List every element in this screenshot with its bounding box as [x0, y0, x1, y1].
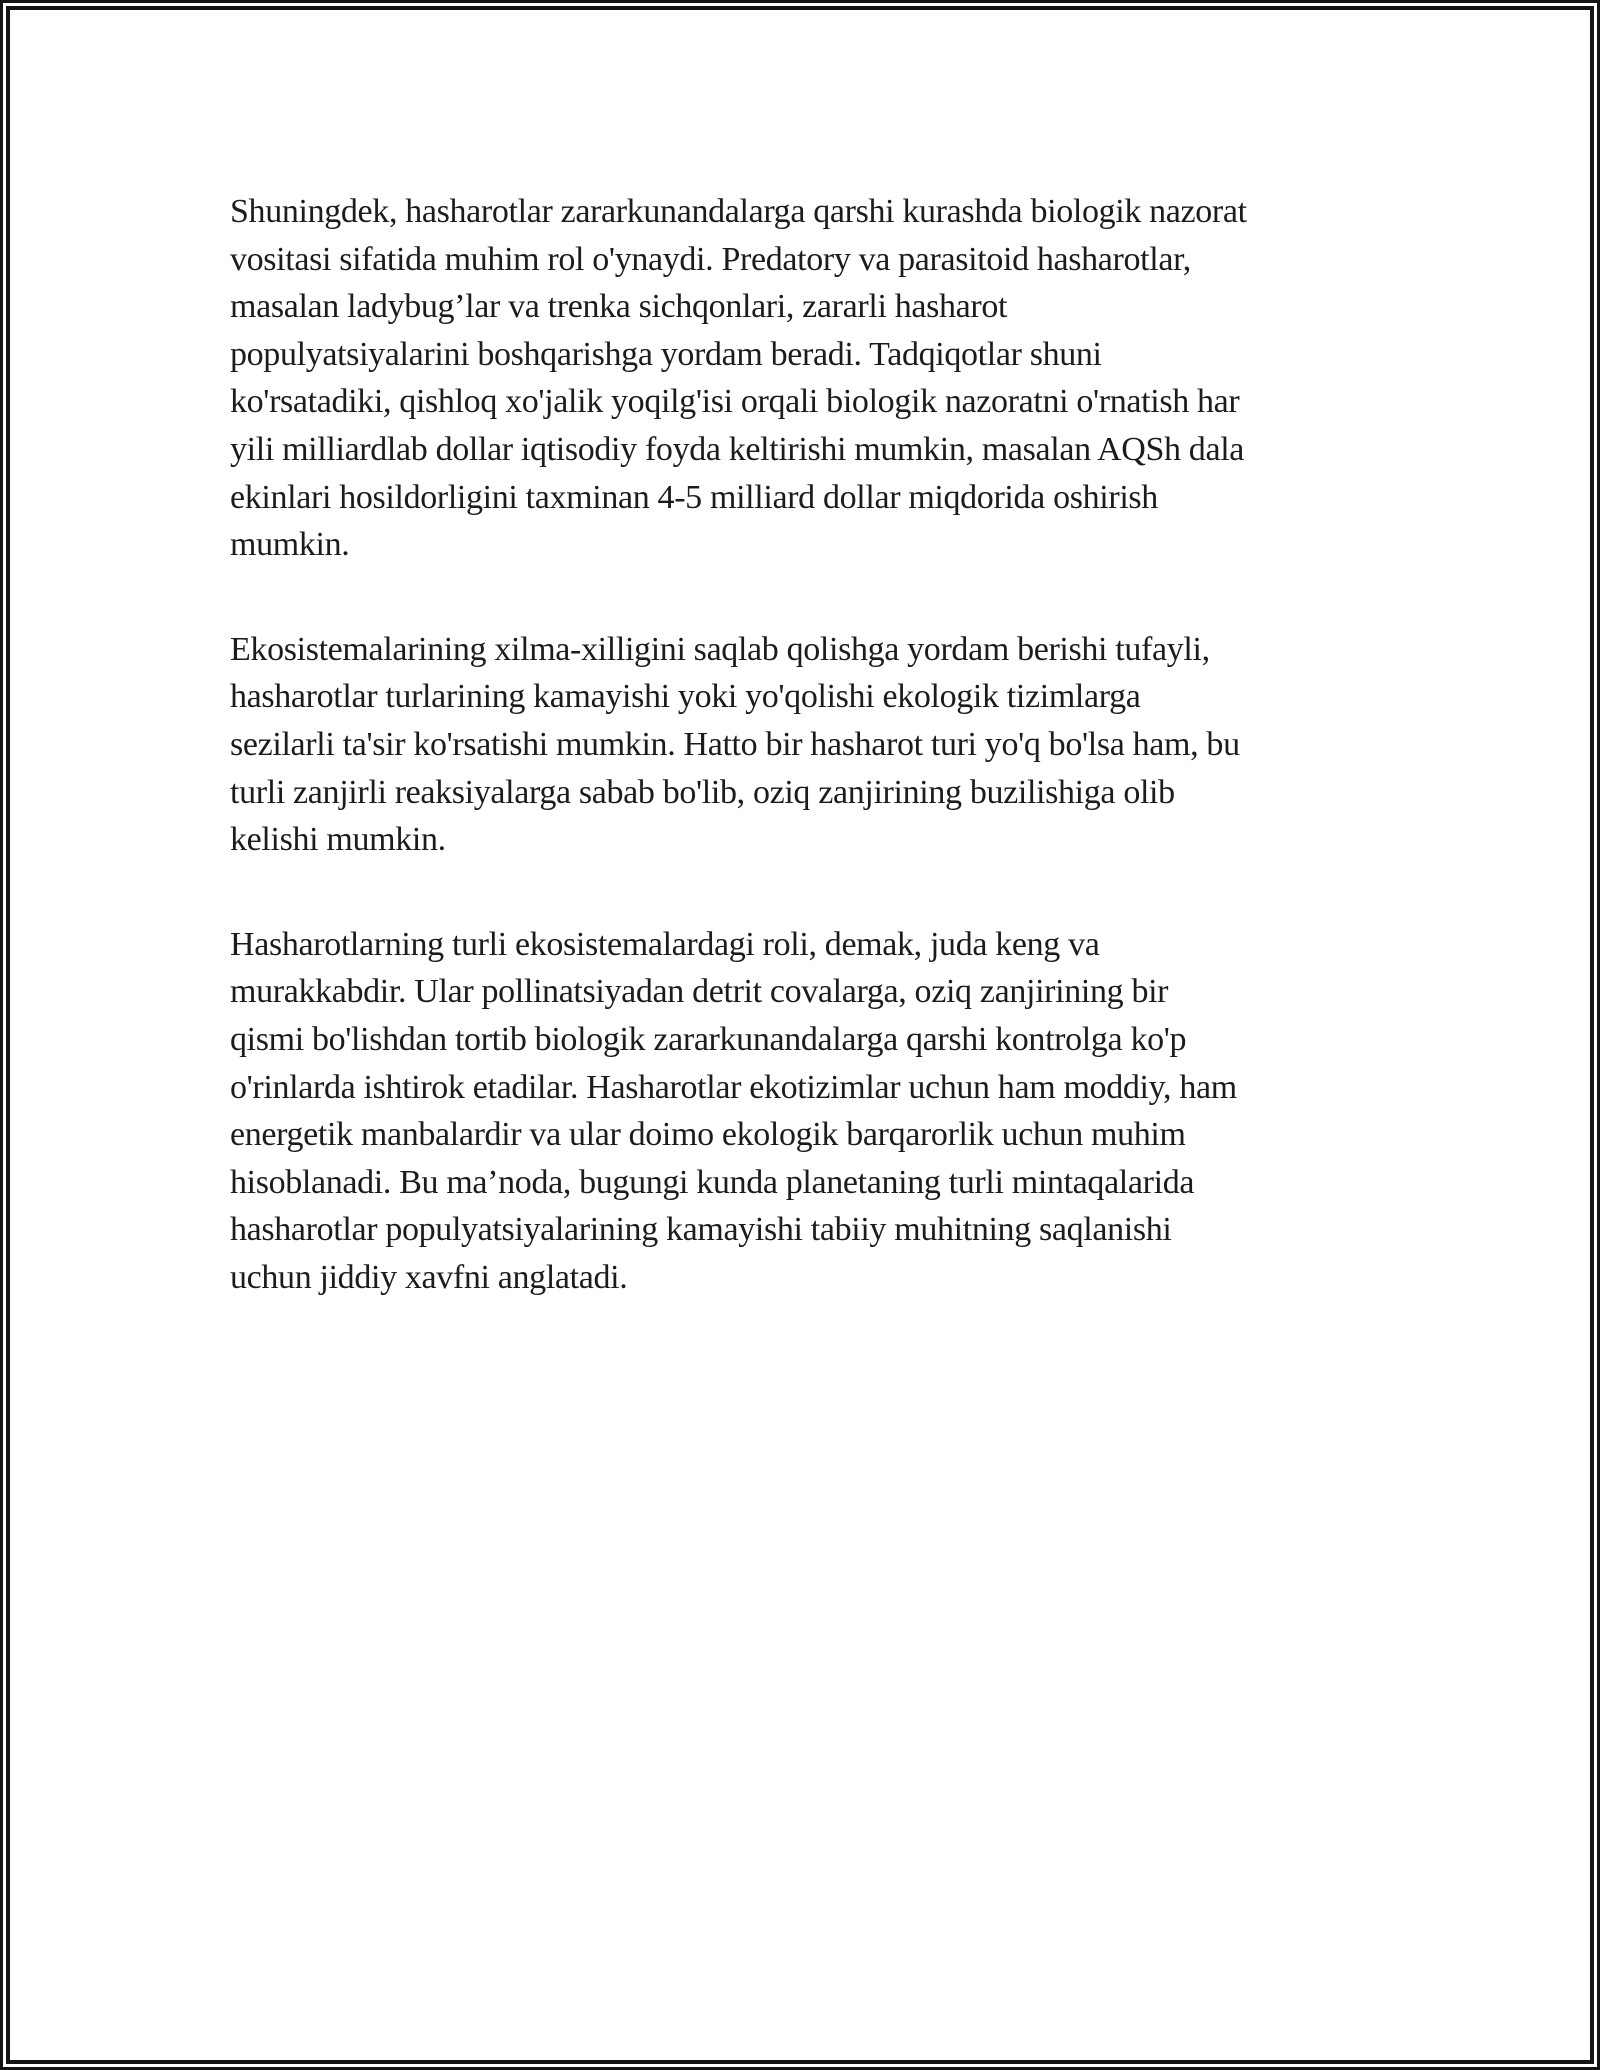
text-line: yili milliardlab dollar iqtisodiy foyda keltirishi mumkin, masalan AQSh dala [230, 430, 1245, 468]
paragraph [230, 626, 1247, 864]
text-line: vositasi sifatida muhim rol o'ynaydi. Predatory va parasitoid hasharotlar, [230, 240, 1191, 278]
text-line: Ekosistemalarining xilma-xilligini saqlab qolishga yordam berishi tufayli, [230, 630, 1210, 668]
text-line: turli zanjirli reaksiyalarga sabab bo'lib, oziq zanjirining buzilishiga olib [230, 773, 1175, 811]
text-line: energetik manbalardir va ular doimo ekologik barqarorlik uchun muhim [230, 1116, 1186, 1154]
text-line: populyatsiyalarini boshqarishga yordam beradi. Tadqiqotlar shuni [230, 335, 1102, 373]
text-line: ko'rsatadiki, qishloq xo'jalik yoqilg'isi orqali biologik nazoratni o'rnatish har [230, 383, 1240, 421]
text-line: sezilarli ta'sir ko'rsatishi mumkin. Hatto bir hasharot turi yo'q bo'lsa ham, bu [230, 725, 1240, 763]
text-line: o'rinlarda ishtirok etadilar. Hasharotlar ekotizimlar uchun ham moddiy, ham [230, 1068, 1237, 1106]
text-line: qismi bo'lishdan tortib biologik zararkunandalarga qarshi kontrolga ko'p [230, 1020, 1187, 1058]
text-line: murakkabdir. Ular pollinatsiyadan detrit covalarga, oziq zanjirining bir [230, 973, 1169, 1011]
text-line: hisoblanadi. Bu ma’noda, bugungi kunda planetaning turli mintaqalarida [230, 1163, 1195, 1201]
paragraph [230, 921, 1247, 1302]
text-line: Shuningdek, hasharotlar zararkunandalarga qarshi kurashda biologik nazorat [230, 193, 1247, 230]
paragraph [230, 188, 1247, 569]
text-line: hasharotlar populyatsiyalarining kamayishi tabiiy muhitning saqlanishi [230, 1211, 1172, 1249]
document-body [230, 188, 1247, 1358]
text-line: masalan ladybug’lar va trenka sichqonlari, zararli hasharot [230, 288, 1008, 326]
text-line: ekinlari hosildorligini taxminan 4-5 milliard dollar miqdorida oshirish [230, 478, 1158, 516]
text-line: hasharotlar turlarining kamayishi yoki yo'qolishi ekologik tizimlarga [230, 678, 1141, 716]
text-line: uchun jiddiy xavfni anglatadi. [230, 1258, 628, 1296]
text-line: kelishi mumkin. [230, 821, 446, 859]
text-line: mumkin. [230, 526, 350, 564]
text-line: Hasharotlarning turli ekosistemalardagi roli, demak, juda keng va [230, 925, 1100, 963]
